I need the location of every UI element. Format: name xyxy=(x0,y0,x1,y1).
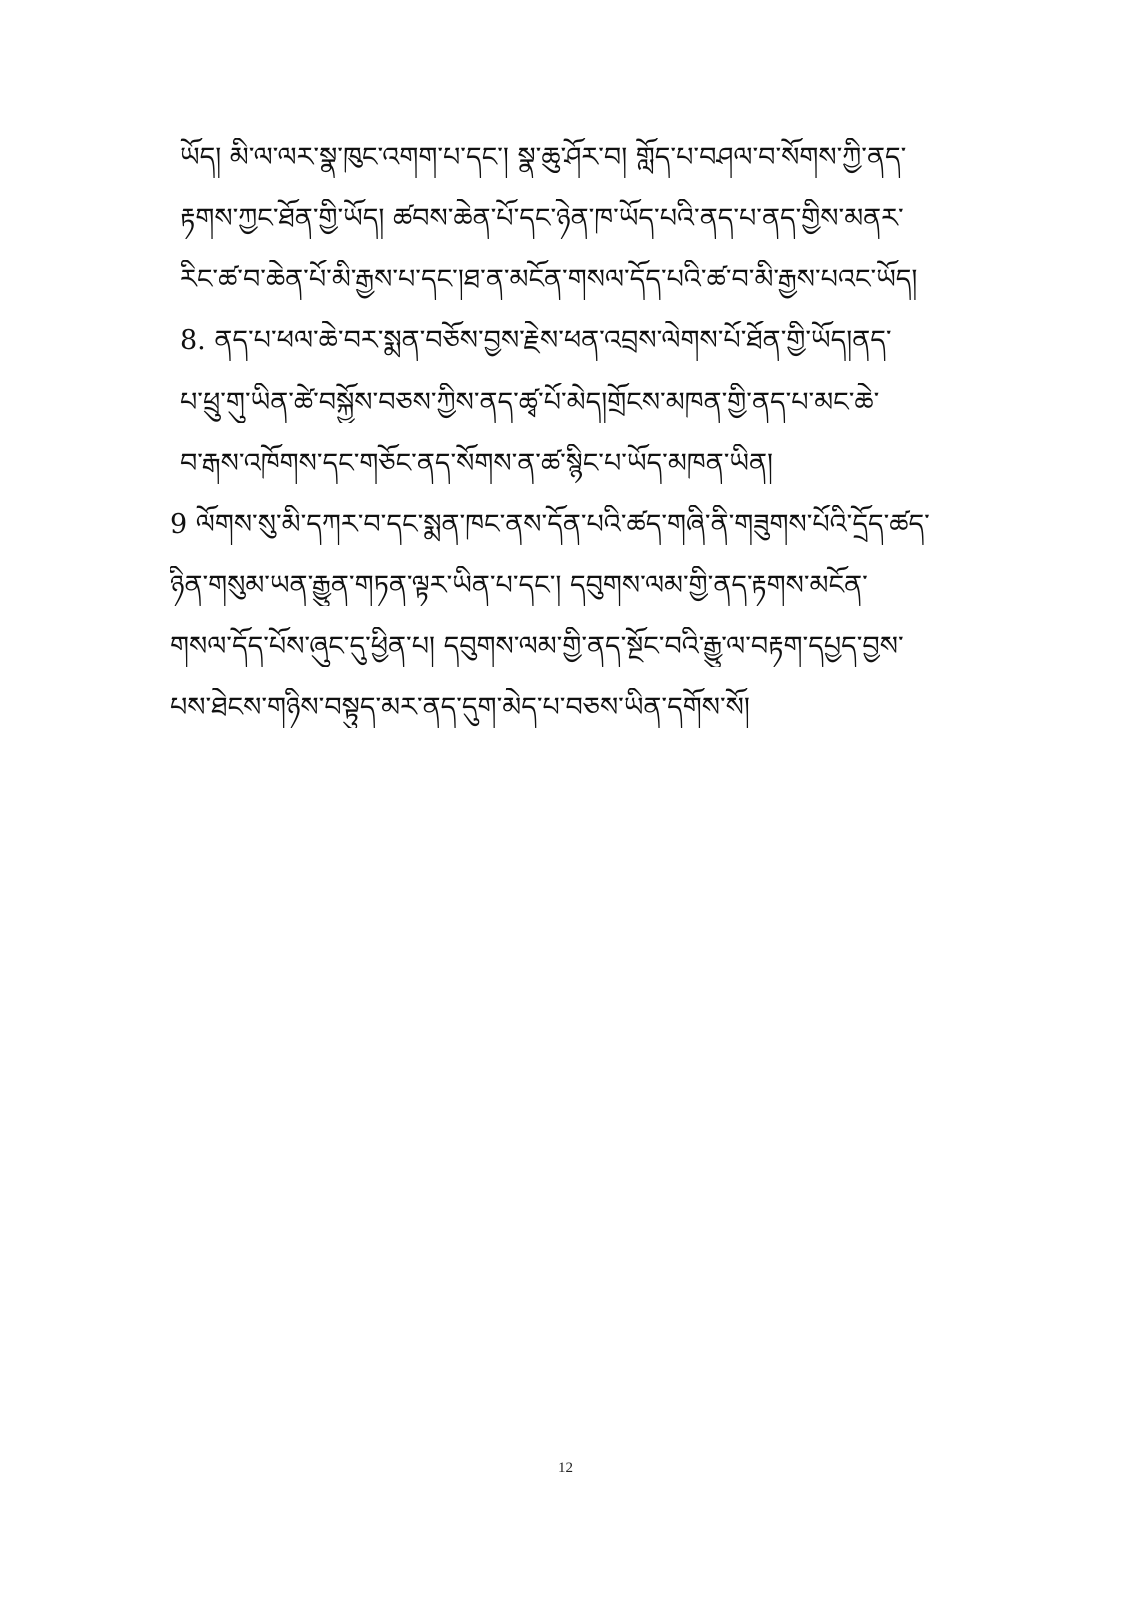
text-line-7: 9 ལོགས་སུ་མི་དཀར་བ་དང་སྨན་ཁང་ནས་དོན་པའི་ཚད་གཞི་ནི་གཟུགས་པོའི་དྲོད་ཚད་ xyxy=(170,509,930,540)
text-line-5: པ་ཕྲུ་གུ་ཡིན་ཚེ་བསྐྱོས་བཅས་ཀྱིས་ནད་ཚྭ་པོ་མེད།གྲོངས་མཁན་གྱི་ནད་པ་མང་ཆེ་ xyxy=(180,387,880,418)
text-line-6: བ་རྒས་འཁོགས་དང་གཅོང་ནད་སོགས་ན་ཚ་སྙིང་པ་ཡོད་མཁན་ཡིན། xyxy=(180,448,773,479)
page-number: 12 xyxy=(558,1460,573,1476)
text-line-1: ཡོད། མི་ལ་ལར་སྣ་ཁུང་འགག་པ་དང་། སྣ་ཆུ་ཤོར་བ། གློད་པ་བཤལ་བ་སོགས་ཀྱི་ནད་ xyxy=(180,142,907,173)
text-line-9: གསལ་དོད་པོས་ཞུང་དུ་ཕྱིན་པ། དབུགས་ལམ་གྱི་ནད་སྔོང་བའི་རྒྱུ་ལ་བརྟག་དཔྱད་བྱས་ xyxy=(170,631,904,662)
text-line-4: 8. ནད་པ་ཕལ་ཆེ་བར་སྨན་བཅོས་བྱས་རྗེས་ཕན་འབྲས་ལེགས་པོ་ཐོན་གྱི་ཡོད།ནད་ xyxy=(180,325,892,356)
text-line-2: རྟགས་ཀྱང་ཐོན་གྱི་ཡོད། ཚབས་ཆེན་པོ་དང་ཉེན་ཁ་ཡོད་པའི་ནད་པ་ནད་གྱིས་མནར་ xyxy=(180,203,904,234)
text-line-10: པས་ཐེངས་གཉིས་བསྟུད་མར་ནད་དུག་མེད་པ་བཅས་ཡིན་དགོས་སོ། xyxy=(170,692,750,723)
text-line-3: རིང་ཚ་བ་ཆེན་པོ་མི་རྒྱས་པ་དང་།ཐ་ན་མངོན་གསལ་དོད་པའི་ཚ་བ་མི་རྒྱས་པའང་ཡོད། xyxy=(180,264,918,295)
text-line-8: ཉིན་གསུམ་ཡན་རྒྱུན་གཏན་ལྟར་ཡིན་པ་དང་། དབུགས་ལམ་གྱི་ནད་རྟགས་མངོན་ xyxy=(170,570,868,601)
